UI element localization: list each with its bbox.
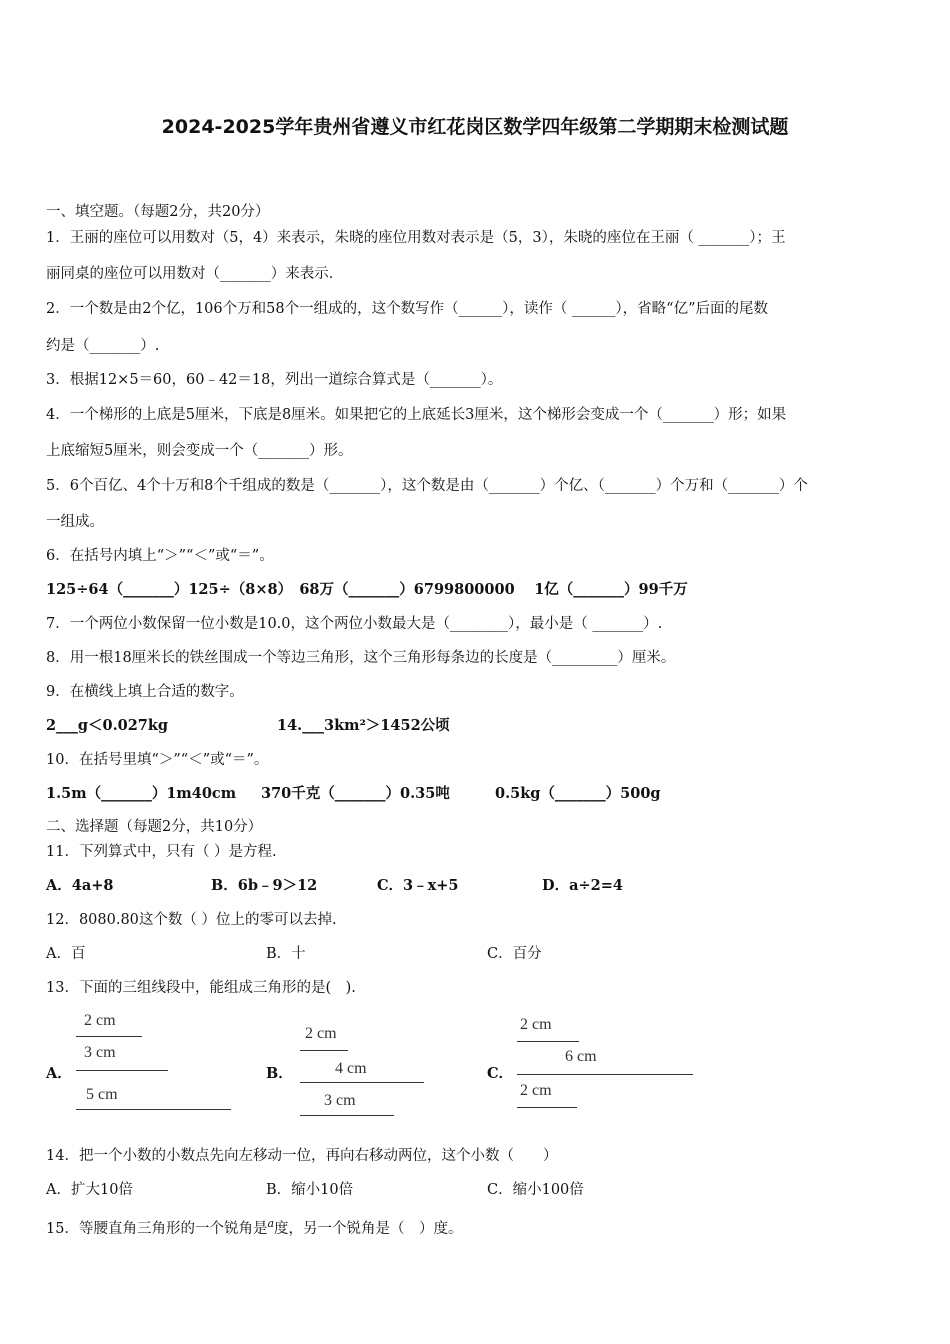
q13-a-seg3-label: 5 cm xyxy=(86,1086,118,1103)
q11-option-b: B．6b﹣9＞12 xyxy=(211,877,318,894)
q12-option-c: C．百分 xyxy=(487,946,542,962)
q13-option-a-label: A． xyxy=(46,1065,72,1082)
question-1-line-2: 丽同桌的座位可以用数对（_______）来表示． xyxy=(46,266,344,282)
q14-option-a: A．扩大10倍 xyxy=(46,1182,133,1198)
q13-a-seg3 xyxy=(76,1109,231,1110)
question-9-item-1: 2___g＜0.027kg xyxy=(46,717,169,734)
question-8: 8．用一根18厘米长的铁丝围成一个等边三角形，这个三角形每条边的长度是（_________）厘米。 xyxy=(46,650,676,666)
question-10: 10．在括号里填“＞”“＜”或“＝”。 xyxy=(46,752,269,768)
q11-option-a: A．4a+8 xyxy=(46,877,114,894)
q13-b-seg3-label: 3 cm xyxy=(324,1092,356,1109)
q13-option-c-label: C． xyxy=(487,1065,514,1082)
q11-option-d: D．a÷2=4 xyxy=(542,877,623,894)
q13-a-seg2 xyxy=(76,1070,168,1071)
question-15 xyxy=(46,1214,463,1239)
q12-option-b: B．十 xyxy=(266,946,306,962)
q13-b-seg1-label: 2 cm xyxy=(305,1025,337,1042)
q13-option-b-label: B． xyxy=(266,1065,293,1082)
q13-b-seg2 xyxy=(300,1082,424,1083)
q15-variable: a xyxy=(267,1217,275,1230)
question-6: 6．在括号内填上“＞”“＜”或“＝”。 xyxy=(46,548,274,564)
q13-c-seg3-label: 2 cm xyxy=(520,1082,552,1099)
question-3: 3．根据12×5＝60，60﹣42＝18，列出一道综合算式是（_______）。 xyxy=(46,372,503,388)
page-title: 2024-2025学年贵州省遵义市红花岗区数学四年级第二学期期末检测试题 xyxy=(161,116,789,138)
question-7: 7．一个两位小数保留一位小数是10.0，这个两位小数最大是（________），最小是（ _______）. xyxy=(46,616,663,632)
q13-b-seg3 xyxy=(300,1115,394,1116)
q13-a-seg1 xyxy=(76,1036,142,1037)
q14-option-c: C．缩小100倍 xyxy=(487,1182,584,1198)
section-2-heading: 二、选择题（每题2分，共10分） xyxy=(46,819,263,835)
q13-a-seg1-label: 2 cm xyxy=(84,1012,116,1029)
q15-text-start: 15．等腰直角三角形的一个锐角是 xyxy=(46,1220,268,1237)
question-5-line-1: 5．6个百亿、4个十万和8个千组成的数是（_______），这个数是由（_______）个亿、（_______）个万和（_______）个 xyxy=(46,478,808,494)
question-6-row: 125÷64（_______）125÷（8×8） 68万（_______）6799800000 1亿（_______）99千万 xyxy=(46,581,688,598)
question-4-line-2: 上底缩短5厘米，则会变成一个（_______）形。 xyxy=(46,443,353,459)
question-14: 14．把一个小数的小数点先向左移动一位，再向右移动两位，这个小数（ ） xyxy=(46,1148,558,1164)
q13-c-seg1 xyxy=(517,1041,579,1042)
question-13: 13．下面的三组线段中，能组成三角形的是( ). xyxy=(46,980,356,996)
question-4-line-1: 4．一个梯形的上底是5厘米，下底是8厘米。如果把它的上底延长3厘米，这个梯形会变成一个（_______）形；如果 xyxy=(46,407,787,423)
question-5-line-2: 一组成。 xyxy=(46,514,104,530)
question-10-item-1: 1.5m（_______）1m40cm xyxy=(46,785,237,802)
question-1-line-1: 1．王丽的座位可以用数对（5，4）来表示，朱晓的座位用数对表示是（5，3），朱晓的座位在王丽（ _______）；王 xyxy=(46,230,786,246)
q13-c-seg2-label: 6 cm xyxy=(565,1048,597,1065)
q13-b-seg1 xyxy=(300,1050,348,1051)
q13-a-seg2-label: 3 cm xyxy=(84,1044,116,1061)
section-1-heading: 一、填空题。（每题2分，共20分） xyxy=(46,204,270,220)
q13-c-seg1-label: 2 cm xyxy=(520,1016,552,1033)
q12-option-a: A．百 xyxy=(46,946,86,962)
question-11: 11．下列算式中，只有（ ）是方程. xyxy=(46,844,277,860)
question-10-item-3: 0.5kg（_______）500g xyxy=(495,785,661,802)
question-9: 9．在横线上填上合适的数字。 xyxy=(46,684,244,700)
q11-option-c: C．3﹣x+5 xyxy=(377,877,459,894)
q13-b-seg2-label: 4 cm xyxy=(335,1060,367,1077)
q14-option-b: B．缩小10倍 xyxy=(266,1182,354,1198)
question-9-item-2: 14.___3km²＞1452公顷 xyxy=(277,717,450,734)
q13-c-seg3 xyxy=(517,1107,577,1108)
question-10-item-2: 370千克（_______）0.35吨 xyxy=(261,785,450,802)
q13-c-seg2 xyxy=(517,1074,693,1075)
question-2-line-2: 约是（_______）. xyxy=(46,338,160,354)
q15-text-end: 度，另一个锐角是（ ）度。 xyxy=(274,1220,463,1237)
question-12: 12．8080.80这个数（ ）位上的零可以去掉. xyxy=(46,912,337,928)
question-2-line-1: 2．一个数是由2个亿，106个万和58个一组成的，这个数写作（______），读作（ ______），省略“亿”后面的尾数 xyxy=(46,301,769,317)
